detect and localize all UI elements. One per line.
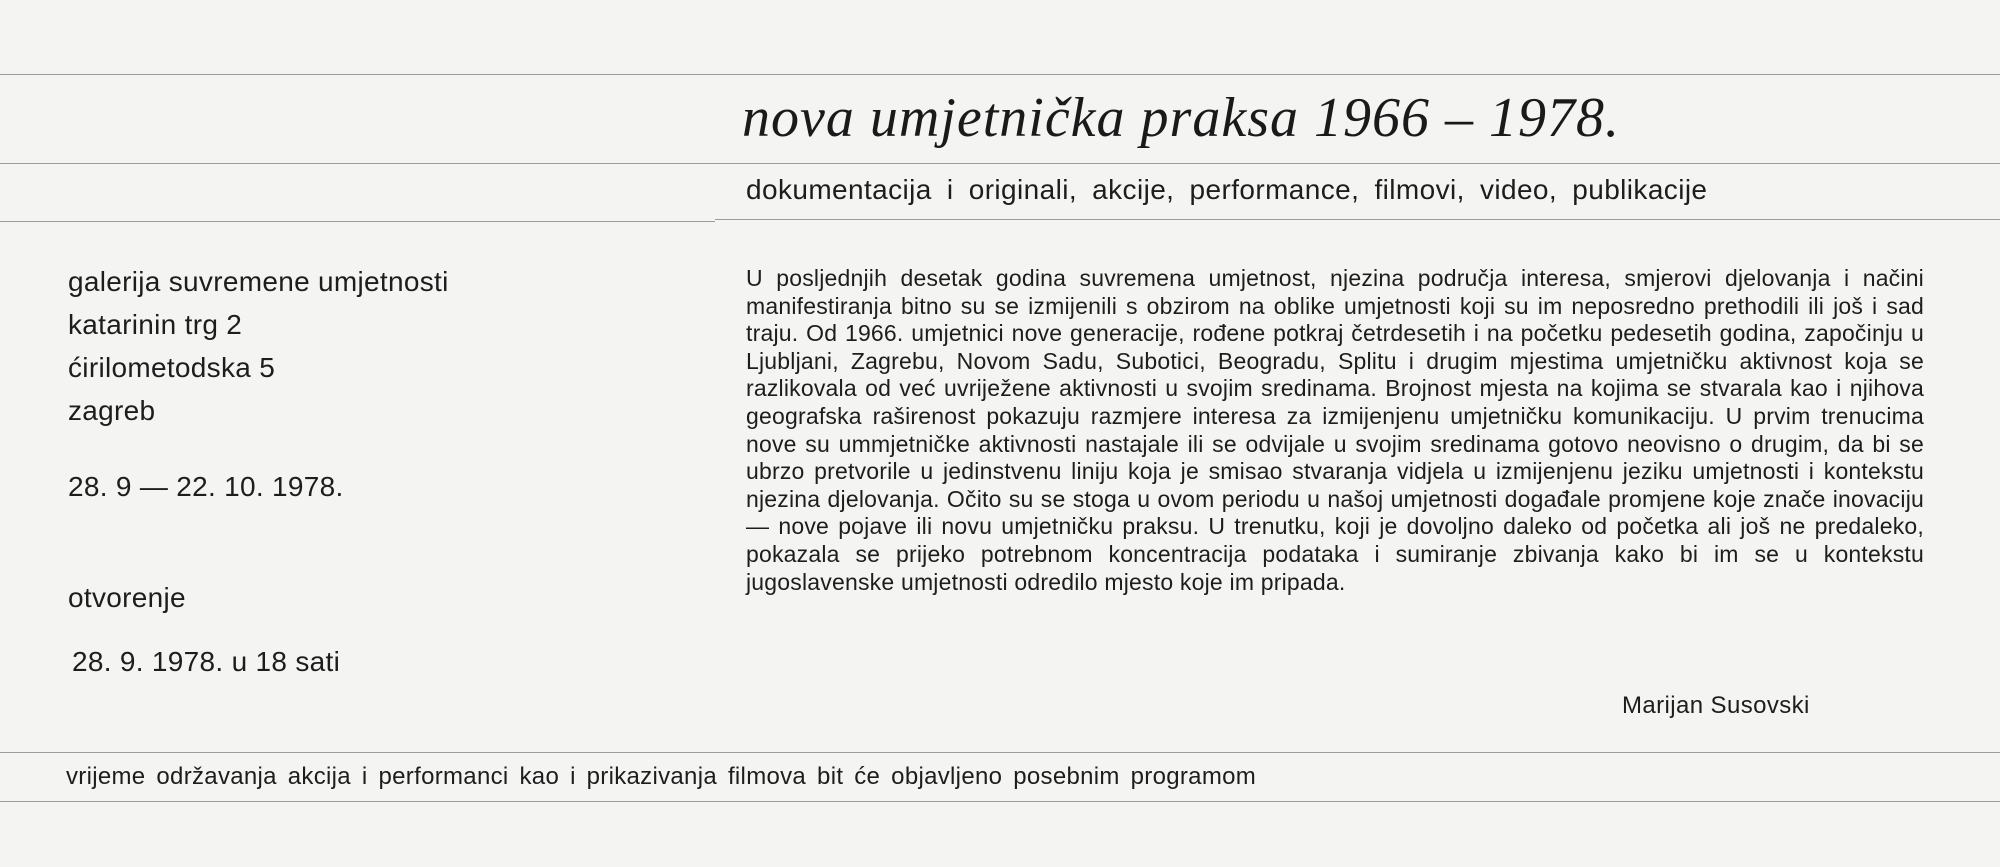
top-rule xyxy=(0,74,2000,75)
exhibition-description: U posljednjih desetak godina suvremena umjetnost, njezina područja interesa, smjerovi djelovanja i načini manifestiranja bitno su se izmijenili s obzirom na oblike umjetnosti koji su im neposredno prethodili ili još i sad traju. Od 1966. umjetnici nove generacije, rođene potkraj četrdesetih i na početku pedesetih godina, započinju u Ljubljani, Zagrebu, Novom Sadu, Subotici, Beogradu, Splitu i drugim mjestima umjetničku aktivnost koja se razlikovala od već uvriježene aktivnosti u svojim sredinama. Brojnost mjesta na kojima se stvarala kao i njihova geografska raširenost pokazuju razmjere interesa za izmijenjenu umjetničku komunikaciju. U prvim trenucima nove su ummjetničke aktivnosti nastajale ili se odvijale u svojim sredinama gotovo neovisno o drugim, da bi se ubrzo pretvorile u jedinstvenu liniju koja je smisao stvaranja vidjela u izmijenjenu jeziku umjetnosti i kontekstu njezina djelovanja. Očito su se stoga u ovom periodu u našoj umjetnosti događale promjene koje znače inovaciju — nove pojave ili novu umjetničku praksu. U trenutku, koji je dovoljno daleko od početka ali još ne predaleko, pokazala se prijeko potrebnom koncentracija podataka i sumiranje zbivanja kako bi im se u kontekstu jugoslavenske umjetnosti odredilo mjesto koje im pripada. xyxy=(746,265,1924,595)
subtitle-rule-right xyxy=(715,219,2000,220)
venue-city: zagreb xyxy=(68,395,156,426)
title-rule xyxy=(0,163,2000,164)
venue-name: galerija suvremene umjetnosti xyxy=(68,266,449,297)
footer-top-rule xyxy=(0,752,2000,753)
opening-label: otvorenje xyxy=(68,582,186,613)
subtitle-rule xyxy=(0,221,715,222)
opening-time: 28. 9. 1978. u 18 sati xyxy=(72,646,341,677)
program-note: vrijeme održavanja akcija i performanci kao i prikazivanja filmova bit će objavljeno posebnim programom xyxy=(66,763,1257,790)
exhibition-subtitle: dokumentacija i originali, akcije, performance, filmovi, video, publikacije xyxy=(746,174,1708,205)
venue-address-1: katarinin trg 2 xyxy=(68,309,243,340)
venue-address-2: ćirilometodska 5 xyxy=(68,352,276,383)
footer-bottom-rule xyxy=(0,801,2000,802)
exhibition-dates: 28. 9 — 22. 10. 1978. xyxy=(68,471,344,502)
author-signature: Marijan Susovski xyxy=(1622,692,1810,719)
exhibition-title: nova umjetnička praksa 1966 – 1978. xyxy=(742,87,1620,149)
